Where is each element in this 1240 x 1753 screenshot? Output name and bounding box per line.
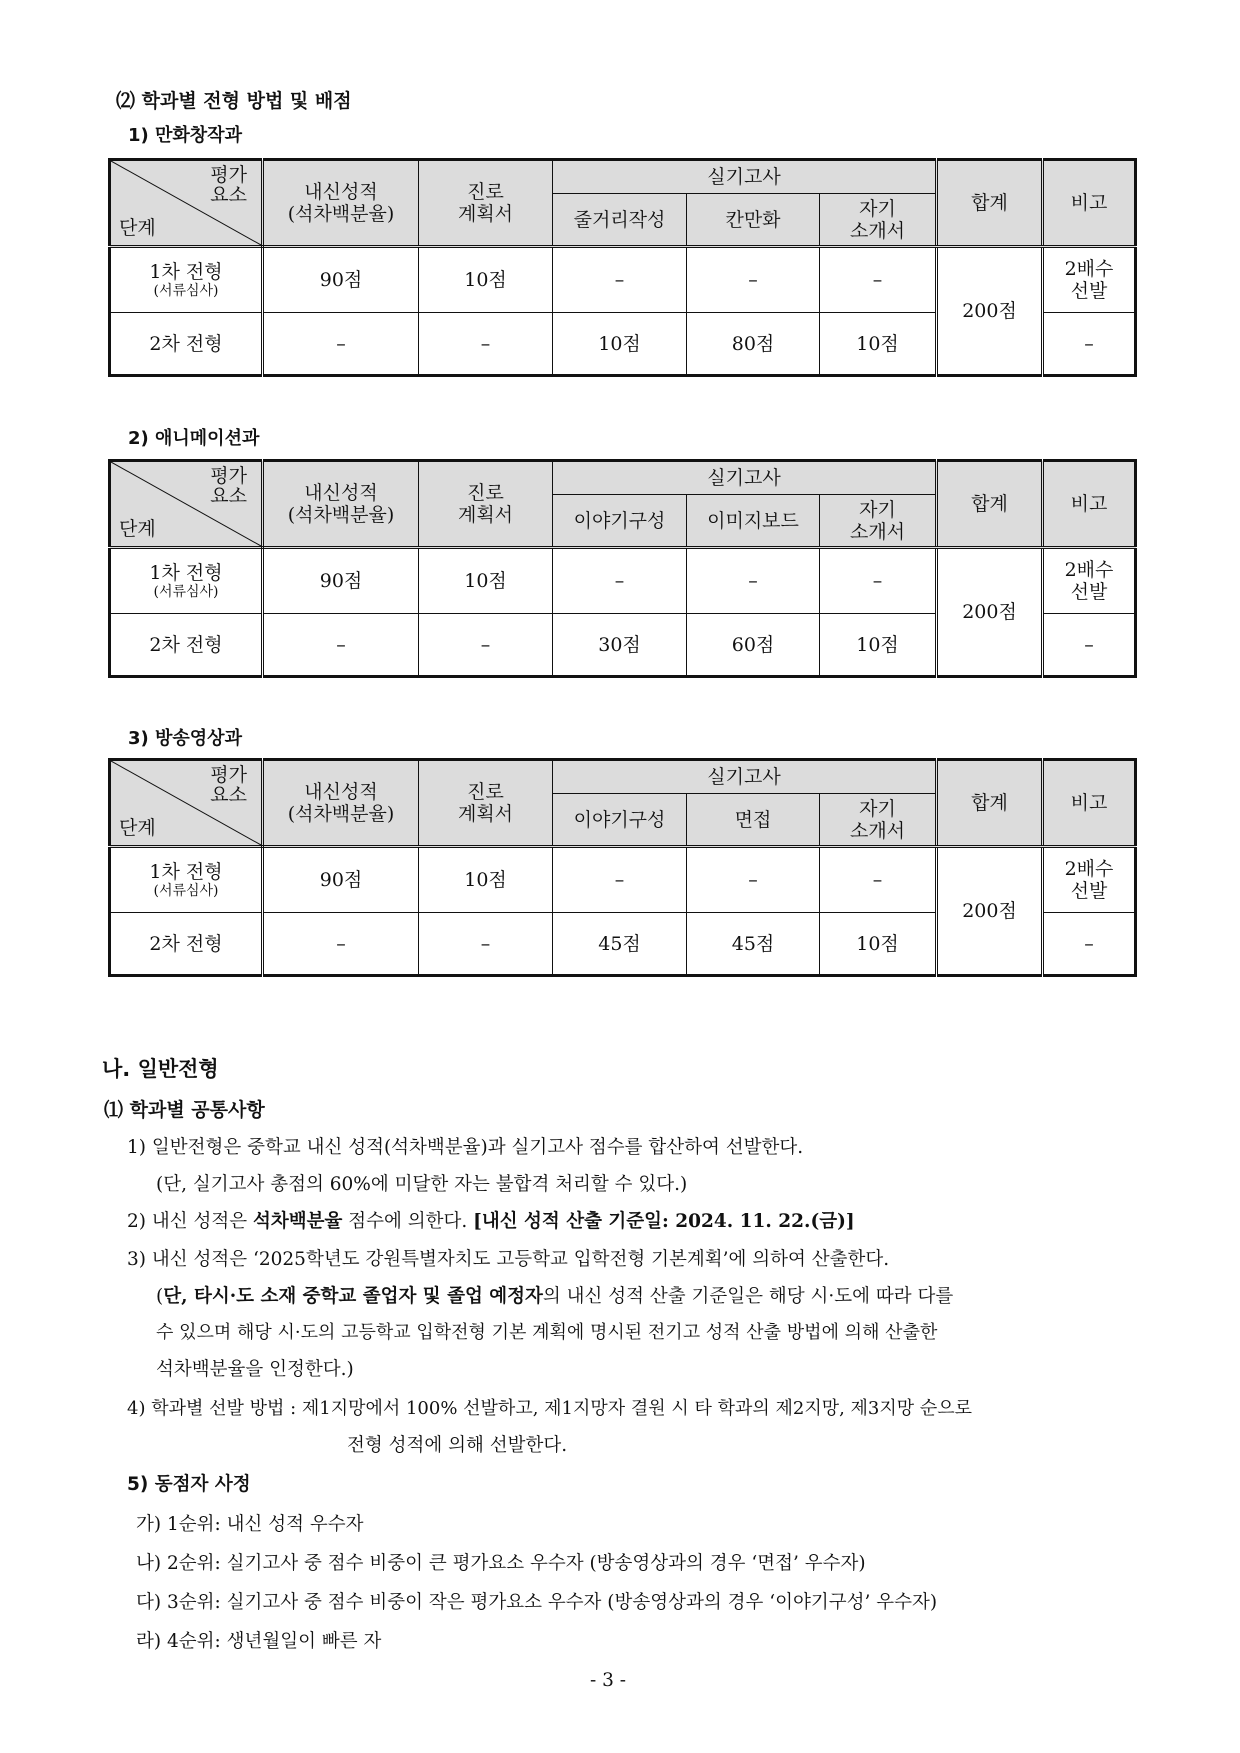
row1-naesin: 90점 [263,247,419,313]
row2-col-a: 30점 [553,614,687,677]
rule-4: 4) 학과별 선발 방법 : 제1지망에서 100% 선발하고, 제1지망자 결원 시 타 학과의 제2지망, 제3지망 순으로 [127,1398,973,1419]
rule-2-c: 점수에 의한다. [342,1211,474,1232]
row1-naesin: 90점 [263,847,419,913]
header-col-b: 칸만화 [687,194,820,247]
rule-1: 1) 일반전형은 중학교 내신 성적(석차백분율)과 실기고사 점수를 합산하여 선발한다. [127,1137,804,1158]
table-title-3: 3) 방송영상과 [128,728,242,749]
corner-top-1: 평가 [210,465,247,487]
header-note: 비고 [1043,160,1136,247]
total-cell: 200점 [937,548,1043,677]
corner-top-1: 평가 [210,764,247,786]
row2-jagi: 10점 [820,614,937,677]
header-naesin: 내신성적 (석차백분율) [263,461,419,548]
row2-naesin: – [263,913,419,976]
header-silgi: 실기고사 [553,760,937,794]
row1-jinro: 10점 [419,548,553,614]
header-note: 비고 [1043,461,1136,548]
general-subtitle: ⑴ 학과별 공통사항 [104,1099,265,1121]
stage-2-label: 2차 전형 [110,313,263,376]
rule-1-note: (단, 실기고사 총점의 60%에 미달한 자는 불합격 처리할 수 있다.) [156,1174,688,1195]
rule-3-note-c: 의 내신 성적 산출 기준일은 해당 시·도에 따라 다를 [542,1286,954,1307]
stage-2-label: 2차 전형 [110,614,263,677]
corner-bottom: 단계 [119,518,156,540]
row1-col-a: – [553,247,687,313]
row2-note: – [1043,614,1136,677]
row1-jagi: – [820,247,937,313]
row2-jinro: – [419,614,553,677]
rule-2-e: : 2024. 11. 22.(금)] [662,1211,855,1232]
row1-jagi: – [820,847,937,913]
header-naesin: 내신성적 (석차백분율) [263,760,419,847]
header-col-a: 줄거리작성 [553,194,687,247]
stage-1-label: 1차 전형 (서류심사) [110,847,263,913]
row1-jinro: 10점 [419,247,553,313]
score-table [108,459,1137,678]
rule-3-note-3: 석차백분율을 인정한다.) [156,1359,354,1380]
rule-5: 5) 동점자 사정 [127,1474,251,1495]
score-table [108,158,1137,377]
header-jinro: 진로 계획서 [419,160,553,247]
header-corner [110,461,263,548]
tie-rank-1: 가) 1순위: 내신 성적 우수자 [136,1514,364,1535]
header-jagi: 자기 소개서 [820,794,937,847]
row2-jinro: – [419,313,553,376]
page-number: - 3 - [590,1670,627,1691]
corner-top-2: 요소 [210,184,247,206]
score-table [108,758,1137,977]
header-naesin: 내신성적 (석차백분율) [263,160,419,247]
header-corner [110,160,263,247]
header-total: 합계 [937,160,1043,247]
header-col-a: 이야기구성 [553,794,687,847]
rule-3-note-2: 수 있으며 해당 시·도의 고등학교 입학전형 기본 계획에 명시된 전기고 성적 산출 방법에 의해 산출한 [156,1322,938,1343]
stage-1-label: 1차 전형 (서류심사) [110,548,263,614]
stage-1-label: 1차 전형 (서류심사) [110,247,263,313]
row1-note: 2배수 선발 [1043,548,1136,614]
rule-2-d: [내신 성적 산출 기준일 [473,1211,663,1232]
header-total: 합계 [937,461,1043,548]
corner-top-1: 평가 [210,164,247,186]
row2-col-a: 10점 [553,313,687,376]
row1-jagi: – [820,548,937,614]
rule-2 [127,1207,855,1233]
header-note: 비고 [1043,760,1136,847]
rule-3-note-a: ( [156,1286,164,1307]
rule-3: 3) 내신 성적은 ‘2025학년도 강원특별자치도 고등학교 입학전형 기본계획’에 의하여 산출한다. [127,1249,890,1270]
header-col-a: 이야기구성 [553,495,687,548]
tie-rank-4: 라) 4순위: 생년월일이 빠른 자 [136,1631,382,1652]
header-jinro: 진로 계획서 [419,760,553,847]
row1-note: 2배수 선발 [1043,847,1136,913]
row2-jinro: – [419,913,553,976]
tie-rank-3: 다) 3순위: 실기고사 중 점수 비중이 작은 평가요소 우수자 (방송영상과의 경우 ‘이야기구성’ 우수자) [136,1592,938,1613]
rule-2-a: 2) 내신 성적은 [127,1211,253,1232]
header-jagi: 자기 소개서 [820,495,937,548]
corner-bottom: 단계 [119,217,156,239]
rule-3-note-b: 단, 타시·도 소재 중학교 졸업자 및 졸업 예정자 [163,1286,543,1307]
row2-jagi: 10점 [820,313,937,376]
row2-naesin: – [263,614,419,677]
header-jagi: 자기 소개서 [820,194,937,247]
row1-col-a: – [553,548,687,614]
header-jinro: 진로 계획서 [419,461,553,548]
total-cell: 200점 [937,847,1043,976]
header-silgi: 실기고사 [553,160,937,194]
rule-2-b: 석차백분율 [253,1211,343,1232]
general-title: 나. 일반전형 [102,1057,219,1081]
row1-col-b: – [687,847,820,913]
header-silgi: 실기고사 [553,461,937,495]
row2-note: – [1043,913,1136,976]
table-title-2: 2) 애니메이션과 [128,428,260,449]
row1-col-b: – [687,247,820,313]
header-total: 합계 [937,760,1043,847]
table-title-1: 1) 만화창작과 [128,125,242,146]
corner-top-2: 요소 [210,784,247,806]
row2-col-b: 80점 [687,313,820,376]
header-col-b: 면접 [687,794,820,847]
corner-bottom: 단계 [119,817,156,839]
rule-4-cont: 전형 성적에 의해 선발한다. [347,1435,568,1456]
row2-note: – [1043,313,1136,376]
row2-col-b: 45점 [687,913,820,976]
row1-naesin: 90점 [263,548,419,614]
header-col-b: 이미지보드 [687,495,820,548]
header-corner [110,760,263,847]
corner-top-2: 요소 [210,485,247,507]
row1-col-a: – [553,847,687,913]
rule-3-note-1 [156,1282,953,1308]
row1-col-b: – [687,548,820,614]
section-title: ⑵ 학과별 전형 방법 및 배점 [116,90,352,112]
row2-jagi: 10점 [820,913,937,976]
row1-note: 2배수 선발 [1043,247,1136,313]
row2-col-b: 60점 [687,614,820,677]
stage-2-label: 2차 전형 [110,913,263,976]
row1-jinro: 10점 [419,847,553,913]
tie-rank-2: 나) 2순위: 실기고사 중 점수 비중이 큰 평가요소 우수자 (방송영상과의 경우 ‘면접’ 우수자) [136,1553,866,1574]
row2-naesin: – [263,313,419,376]
row2-col-a: 45점 [553,913,687,976]
total-cell: 200점 [937,247,1043,376]
